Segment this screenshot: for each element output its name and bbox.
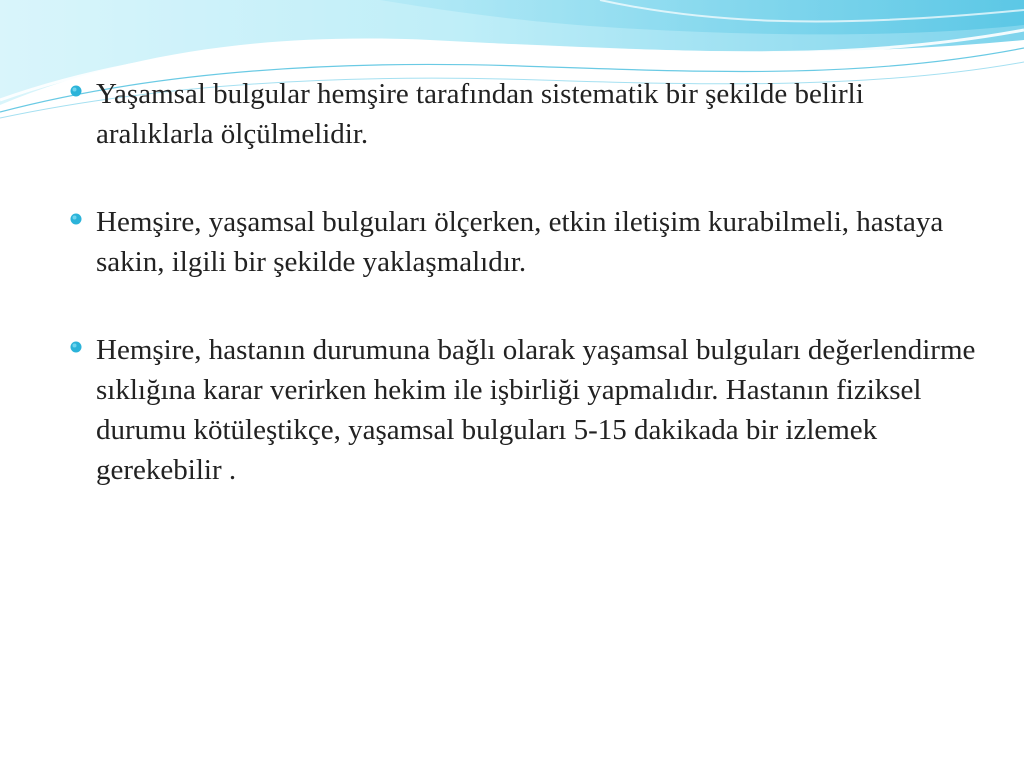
bullet-dot-icon [70, 341, 82, 353]
bullet-list [64, 74, 984, 538]
bullet-item [64, 202, 984, 282]
bullet-text: Yaşamsal bulgular hemşire tarafından sistematik bir şekilde belirli aralıklarla ölçülmelidir. [96, 78, 864, 150]
bullet-text: Hemşire, hastanın durumuna bağlı olarak yaşamsal bulguları değerlendirme sıklığına karar verirken hekim ile işbirliği yapmalıdır. Hastanın fiziksel durumu kötüleştikçe, yaşamsal bulguları 5-15 dakikada bir izlemek gerekebilir . [96, 334, 976, 486]
bullet-item [64, 330, 984, 490]
bullet-dot-icon [70, 85, 82, 97]
bullet-text: Hemşire, yaşamsal bulguları ölçerken, etkin iletişim kurabilmeli, hastaya sakin, ilgili bir şekilde yaklaşmalıdır. [96, 206, 944, 278]
bullet-dot-icon [70, 213, 82, 225]
bullet-item [64, 74, 984, 154]
